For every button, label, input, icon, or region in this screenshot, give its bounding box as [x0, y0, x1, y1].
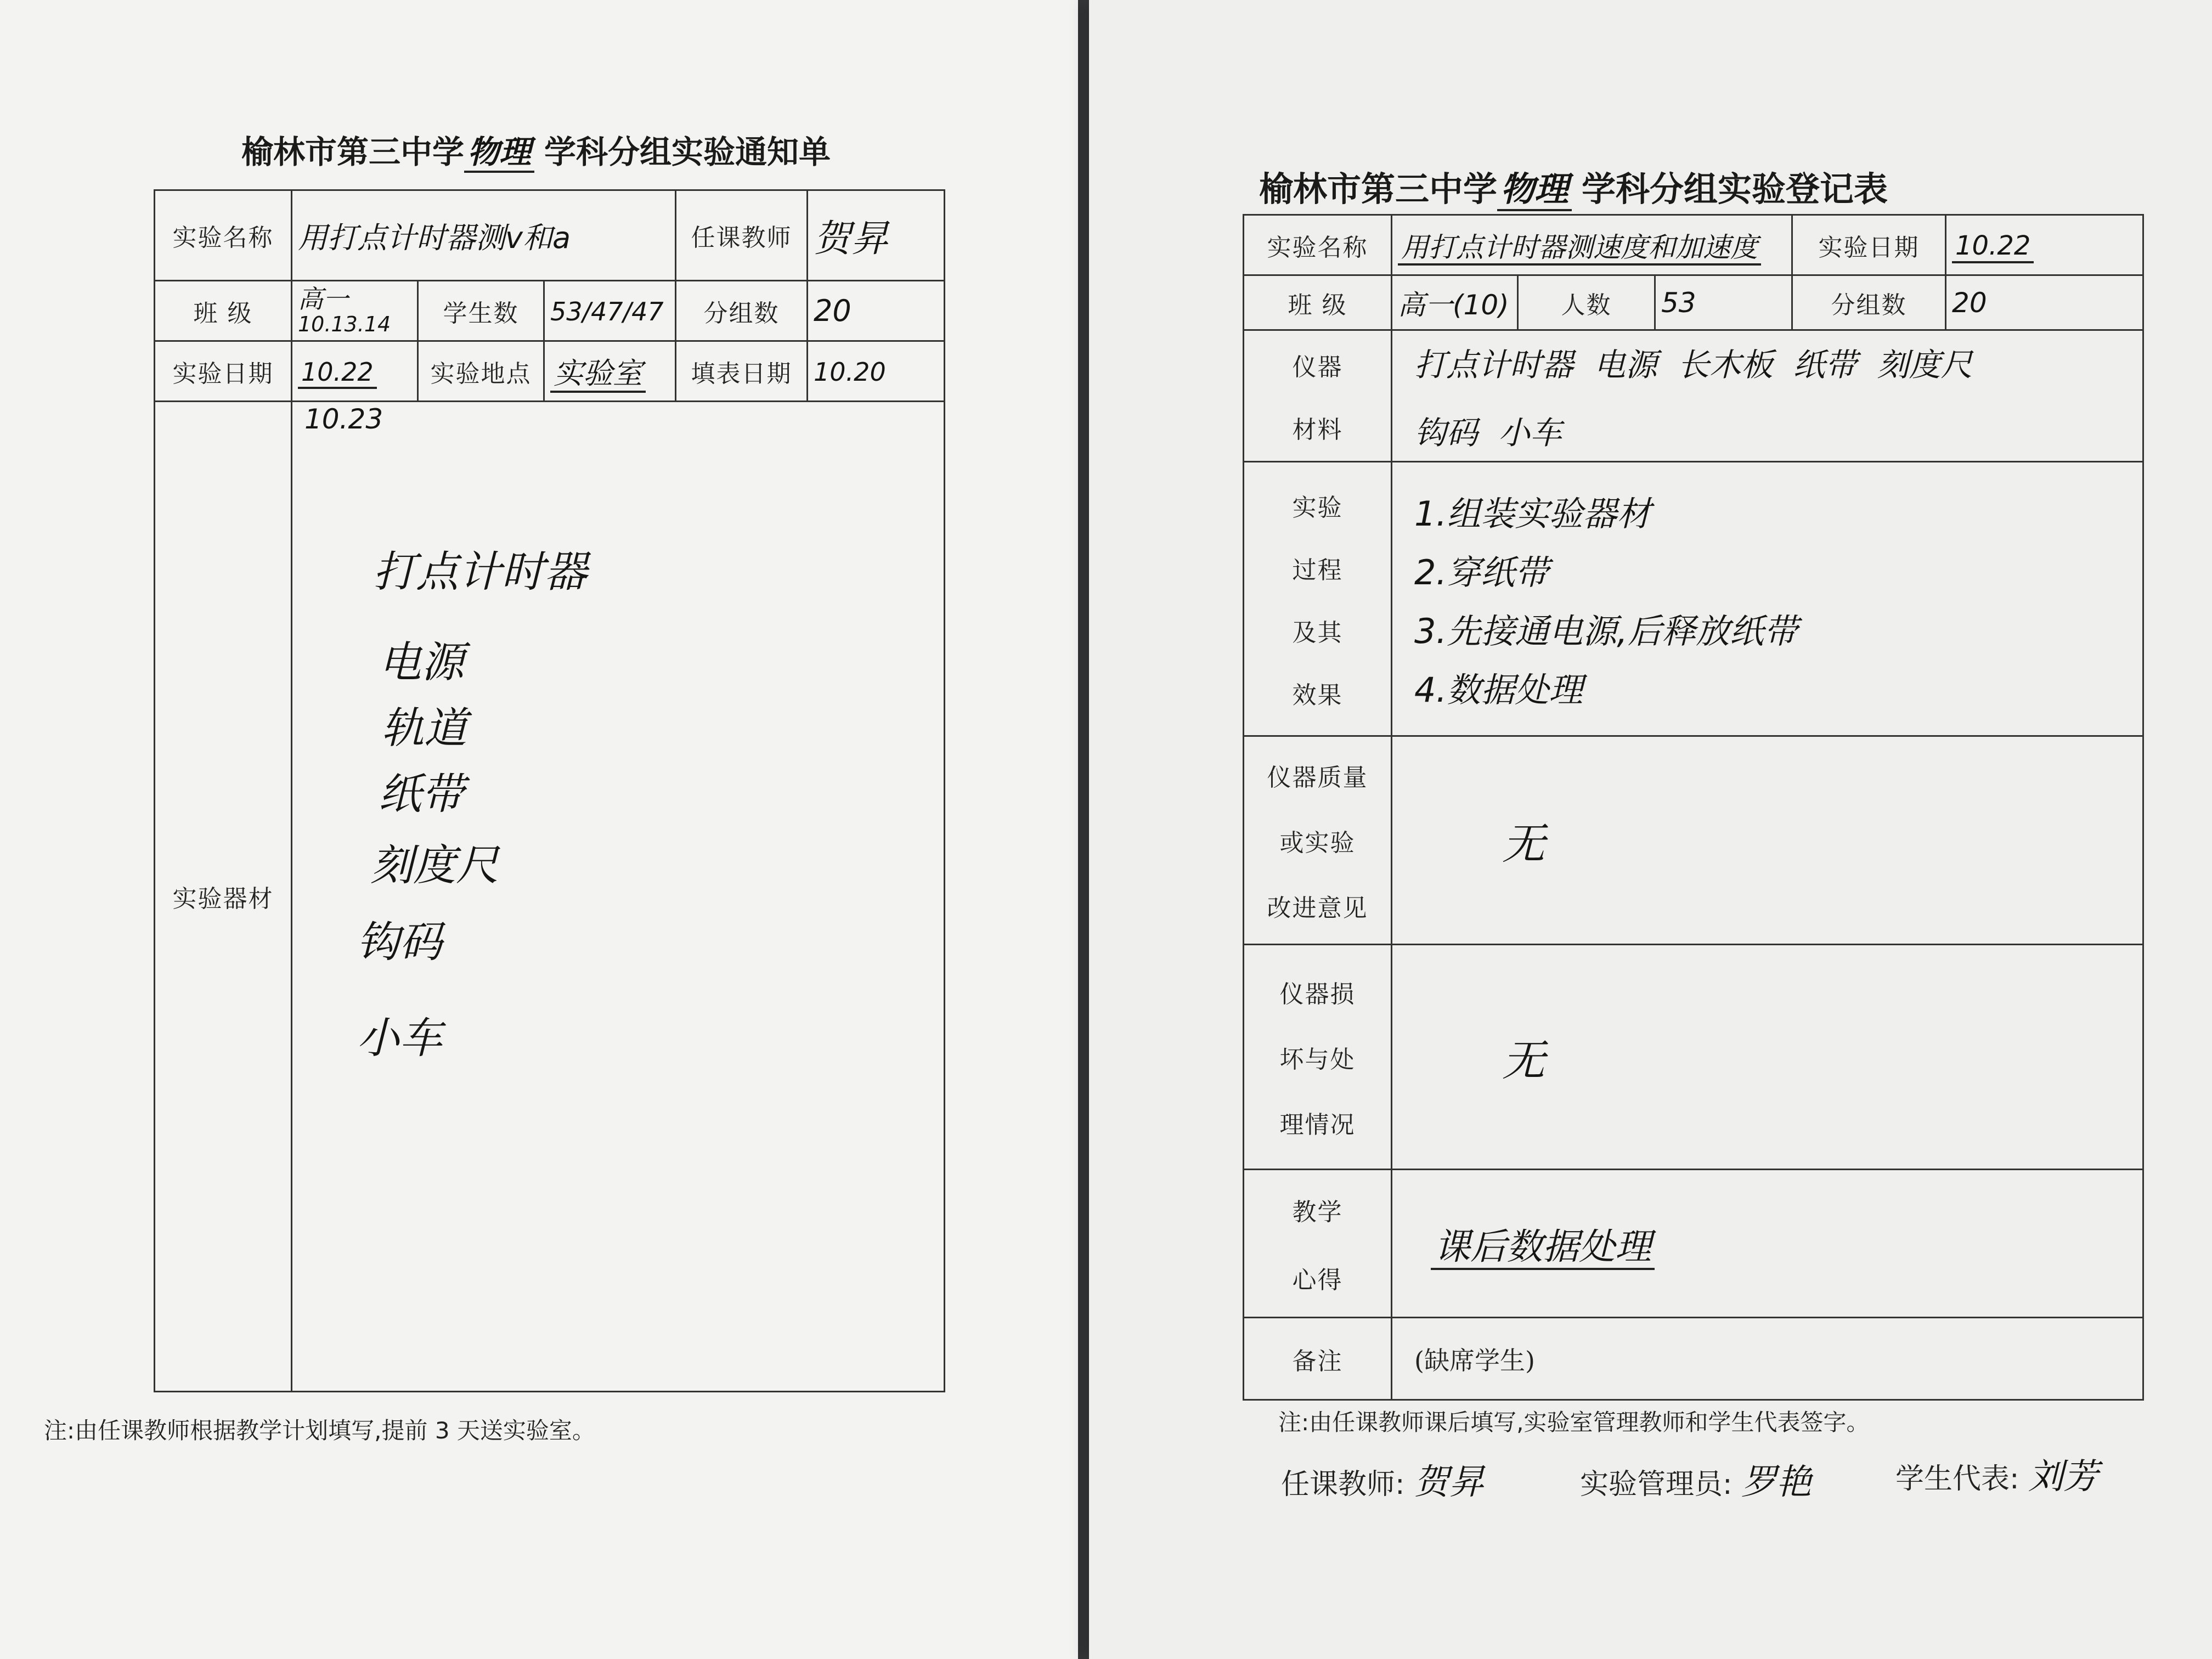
register-form: [1243, 214, 2144, 1401]
teacher-label: 任课教师: [676, 190, 808, 281]
groups-value: [808, 281, 945, 341]
equipment-item: 打点计时器: [373, 548, 588, 597]
r-exp-name-label: 实验名称: [1244, 215, 1392, 275]
r-remarks-value: [1392, 1318, 2143, 1400]
equipment-label: 实验器材: [155, 402, 292, 1392]
notice-title: [241, 126, 831, 172]
notice-sheet: [0, 0, 1078, 1659]
register-title: [1259, 162, 1888, 211]
equipment-item: 轨道: [381, 704, 467, 753]
class-line2: 10.13.14: [298, 312, 391, 336]
location-label: 实验地点: [418, 341, 544, 402]
r-exp-date-value: [1946, 215, 2143, 275]
r-process-label-2: 过程: [1292, 556, 1343, 584]
r-quality-label-1: 仪器质量: [1267, 763, 1368, 792]
fill-date-label: 填表日期: [676, 341, 808, 402]
r-process-label-3: 及其: [1292, 618, 1343, 647]
equipment-item: 刻度尺: [370, 841, 499, 890]
equipment-item: 纸带: [379, 770, 465, 819]
r-step: 1.组装实验器材: [1414, 493, 1651, 534]
equipment-item: 钩码: [357, 918, 443, 967]
exp-date-label: 实验日期: [155, 341, 292, 402]
r-damage-label-2: 坏与处: [1279, 1045, 1356, 1074]
r-exp-name-text: 用打点计时器测速度和加速度: [1398, 232, 1761, 266]
r-count-label: 人数: [1518, 275, 1655, 330]
r-quality-label: [1244, 736, 1392, 945]
groups-label: 分组数: [676, 281, 808, 341]
register-title-suffix: 学科分组实验登记表: [1582, 169, 1888, 209]
r-quality-value: [1392, 736, 2143, 945]
r-quality-text: 无: [1502, 819, 1545, 869]
r-materials-line1: 打点计时器 电源 长木板 纸带 刻度尺: [1414, 346, 1973, 383]
class-label: 班 级: [155, 281, 292, 341]
r-remarks-label: 备注: [1244, 1318, 1392, 1400]
notice-title-suffix: 学科分组实验通知单: [544, 133, 831, 171]
r-damage-label-1: 仪器损: [1279, 980, 1356, 1008]
register-title-prefix: 榆林市第三中学: [1259, 169, 1498, 209]
r-groups-text: 20: [1952, 286, 1987, 319]
r-damage-value: [1392, 945, 2143, 1170]
r-step: 4.数据处理: [1414, 669, 1583, 710]
students-value: [544, 281, 676, 341]
r-quality-label-2: 或实验: [1279, 828, 1356, 857]
r-materials-label: [1244, 330, 1392, 462]
teacher-text: 贺昇: [814, 217, 889, 261]
location-text: 实验室: [550, 356, 646, 393]
r-step: 2.穿纸带: [1414, 552, 1549, 592]
r-teaching-label-1: 教学: [1292, 1198, 1343, 1226]
r-groups-value: [1946, 275, 2143, 330]
r-process-label: [1244, 462, 1392, 736]
exp-name-text: 用打点计时器测v和a: [298, 220, 571, 255]
sig-student: [1895, 1448, 2098, 1499]
r-materials-value: [1392, 330, 2143, 462]
register-footnote: 注:由任课教师课后填写,实验室管理教师和学生代表签字。: [1278, 1409, 1870, 1436]
r-materials-label-2: 材料: [1292, 415, 1343, 444]
r-teaching-label: [1244, 1170, 1392, 1318]
r-process-value: [1392, 462, 2143, 736]
r-exp-date-text: 10.22: [1952, 230, 2034, 263]
class-line1: 高一: [298, 284, 348, 314]
r-exp-name-value: [1392, 215, 1792, 275]
exp-date-text: 10.22: [298, 357, 377, 389]
exp-date-extra: 10.23: [304, 403, 383, 435]
fill-date-text: 10.20: [814, 357, 886, 387]
sig-teacher: [1281, 1454, 1484, 1504]
teacher-value: [808, 190, 945, 281]
equipment-item: 电源: [379, 638, 465, 687]
location-value: [544, 341, 676, 402]
register-sheet: [1089, 0, 2212, 1659]
r-count-text: 53: [1661, 286, 1696, 319]
notice-title-subject: 物理: [464, 133, 534, 173]
exp-date-value: [292, 341, 418, 402]
sig-student-label: 学生代表:: [1895, 1463, 2019, 1496]
r-materials-label-1: 仪器: [1292, 353, 1343, 381]
equipment-item: 小车: [357, 1014, 443, 1063]
r-class-text: 高一(10): [1398, 289, 1509, 321]
r-groups-label: 分组数: [1792, 275, 1946, 330]
r-process-label-4: 效果: [1292, 681, 1343, 709]
r-teaching-value: [1392, 1170, 2143, 1318]
notice-footnote: 注:由任课教师根据教学计划填写,提前 3 天送实验室。: [44, 1417, 595, 1444]
exp-name-label: 实验名称: [155, 190, 292, 281]
r-damage-label: [1244, 945, 1392, 1170]
r-class-value: [1392, 275, 1518, 330]
students-text: 53/47/47: [550, 296, 664, 326]
sig-student-name: 刘芳: [2028, 1457, 2099, 1497]
class-value: [292, 281, 418, 341]
sig-admin: [1580, 1454, 1812, 1504]
notice-title-prefix: 榆林市第三中学: [241, 133, 465, 171]
sig-teacher-label: 任课教师:: [1281, 1468, 1405, 1501]
exp-name-value: [292, 190, 676, 281]
r-teaching-text: 课后数据处理: [1431, 1226, 1655, 1270]
r-damage-label-3: 理情况: [1279, 1110, 1356, 1139]
r-materials-line2: 钩码 小车: [1414, 414, 1562, 452]
r-class-label: 班 级: [1244, 275, 1392, 330]
sig-admin-label: 实验管理员:: [1580, 1468, 1733, 1501]
r-damage-text: 无: [1502, 1036, 1545, 1086]
r-process-label-1: 实验: [1292, 493, 1343, 522]
r-teaching-label-2: 心得: [1292, 1266, 1343, 1294]
sig-admin-name: 罗艳: [1741, 1462, 1812, 1503]
register-title-subject: 物理: [1497, 169, 1572, 211]
r-count-value: [1655, 275, 1792, 330]
r-exp-date-label: 实验日期: [1792, 215, 1946, 275]
r-step: 3.先接通电源,后释放纸带: [1414, 611, 1798, 651]
fill-date-value: [808, 341, 945, 402]
sig-teacher-name: 贺昇: [1414, 1462, 1485, 1503]
r-remarks-text: (缺席学生): [1414, 1345, 1535, 1375]
notice-form: [154, 189, 945, 1392]
r-quality-label-3: 改进意见: [1267, 894, 1368, 922]
groups-text: 20: [814, 294, 851, 328]
students-label: 学生数: [418, 281, 544, 341]
